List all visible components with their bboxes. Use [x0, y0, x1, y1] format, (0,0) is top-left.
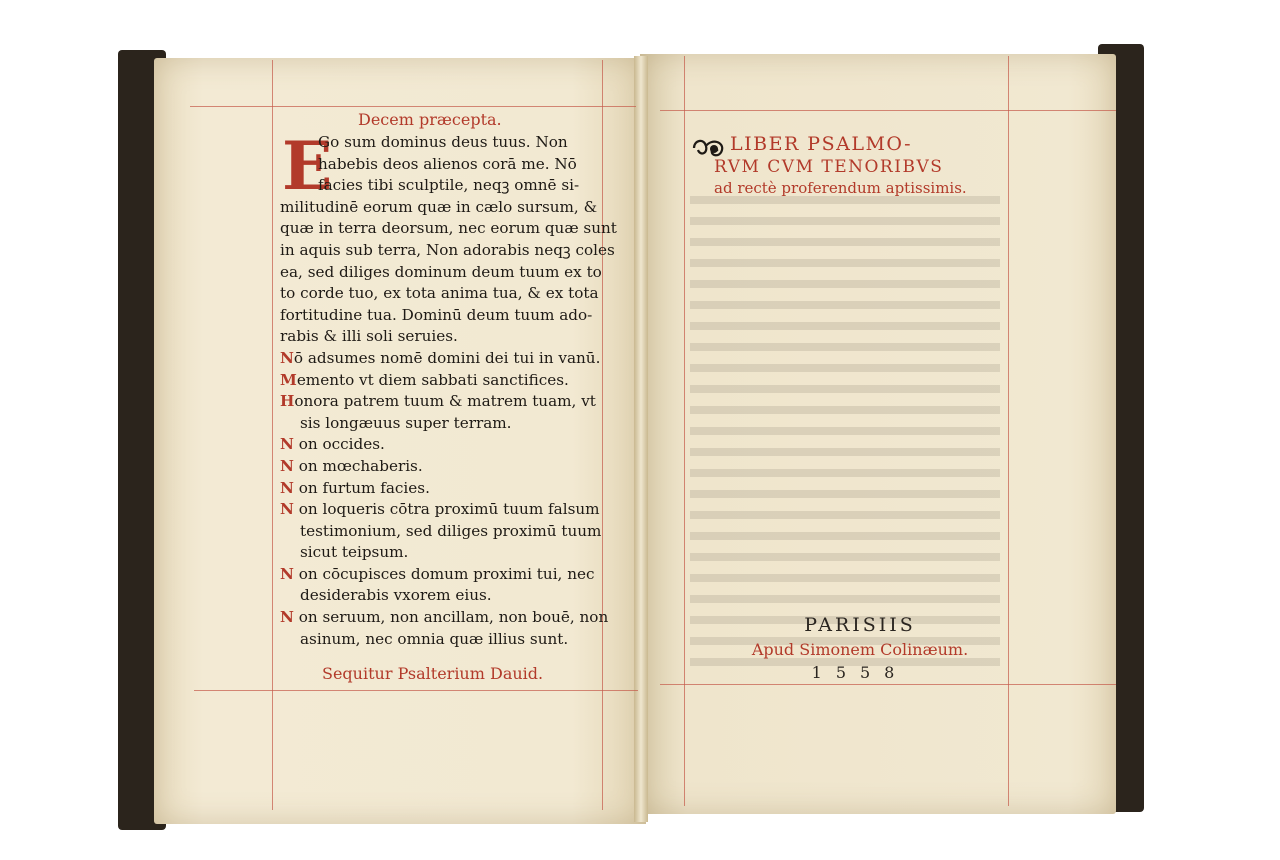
- initial-letter: N: [280, 456, 294, 475]
- initial-letter: N: [280, 500, 294, 519]
- imprint-printer: Apud Simonem Colinæum.: [751, 640, 969, 659]
- commandment-text: onora patrem tuum & matrem tuam, vt: [294, 392, 596, 411]
- commandment: [280, 391, 605, 413]
- commandment: [280, 499, 605, 521]
- commandment-text: on seruum, non ancillam, non bouē, non: [298, 608, 609, 627]
- commandments-text: [280, 127, 617, 650]
- book-title: [690, 132, 1010, 198]
- text-line: facies tibi sculptile, neqꝫ omnē si-: [318, 176, 580, 195]
- commandment-text: sis longæuus super terram.: [300, 413, 512, 432]
- commandment-text: asinum, nec omnia quæ illius sunt.: [300, 629, 569, 648]
- rule-line: [660, 110, 1116, 111]
- imprint: [700, 614, 1020, 682]
- initial-letter: N: [280, 608, 294, 627]
- title-line: LIBER PSALMO-: [730, 133, 913, 155]
- initial-letter: M: [280, 370, 297, 389]
- commandment: [280, 478, 605, 500]
- commandment-text: desiderabis vxorem eius.: [300, 586, 492, 605]
- text-line: Go sum dominus deus tuus. Non: [318, 133, 568, 151]
- title-line: ad rectè proferendum aptissimis.: [714, 179, 967, 197]
- text-line: fortitudine tua. Dominū deum tuum ado-: [280, 305, 593, 324]
- text-line: in aquis sub terra, Non adorabis neqꝫ coles: [280, 240, 615, 259]
- rule-line: [272, 60, 273, 810]
- initial-letter: N: [280, 478, 294, 497]
- commandment: [280, 434, 605, 456]
- commandment-text: testimonium, sed diliges proximū tuum: [300, 521, 602, 540]
- show-through-text: [690, 196, 1000, 676]
- title-line: RVM CVM TENORIBVS: [714, 157, 944, 177]
- rule-line: [194, 690, 638, 691]
- page-heading: Decem præcepta.: [358, 110, 502, 129]
- page-footer: Sequitur Psalterium Dauid.: [322, 664, 544, 683]
- commandment-text: on furtum facies.: [298, 478, 430, 497]
- imprint-year: 1558: [811, 663, 909, 682]
- rule-line: [660, 684, 1116, 685]
- text-line: rabis & illi soli seruies.: [280, 327, 458, 346]
- commandment: [280, 607, 609, 629]
- rule-line: [684, 56, 685, 806]
- text-line: quæ in terra deorsum, nec eorum quæ sunt: [280, 219, 617, 238]
- text-line: ea, sed diliges dominum deum tuum ex to: [280, 262, 602, 281]
- commandment-text: sicut teipsum.: [300, 543, 409, 562]
- commandment-text: on occides.: [298, 435, 385, 454]
- commandment: [280, 564, 605, 586]
- text-line: militudinē eorum quæ in cælo sursum, &: [280, 197, 598, 216]
- drop-cap: E: [282, 127, 333, 205]
- text-line: to corde tuo, ex tota anima tua, & ex tota: [280, 284, 599, 303]
- commandment-text: ō adsumes nomē domini dei tui in vanū.: [293, 348, 601, 367]
- commandment: [280, 370, 605, 392]
- initial-letter: H: [280, 392, 295, 411]
- book-gutter: [634, 56, 648, 822]
- imprint-city: PARISIIS: [804, 614, 916, 636]
- initial-letter: N: [280, 435, 294, 454]
- commandment-text: emento vt diem sabbati sanctifices.: [296, 370, 569, 389]
- commandment: [280, 456, 605, 478]
- commandment-text: on mœchaberis.: [298, 456, 423, 475]
- text-line: habebis deos alienos corā me. Nō: [318, 154, 577, 173]
- commandment: [280, 348, 605, 370]
- commandment-text: on cōcupisces domum proximi tui, nec: [298, 564, 595, 583]
- commandment-text: on loqueris cōtra proximū tuum falsum: [298, 500, 600, 519]
- initial-letter: N: [280, 348, 294, 367]
- rule-line: [190, 106, 636, 107]
- initial-letter: N: [280, 564, 294, 583]
